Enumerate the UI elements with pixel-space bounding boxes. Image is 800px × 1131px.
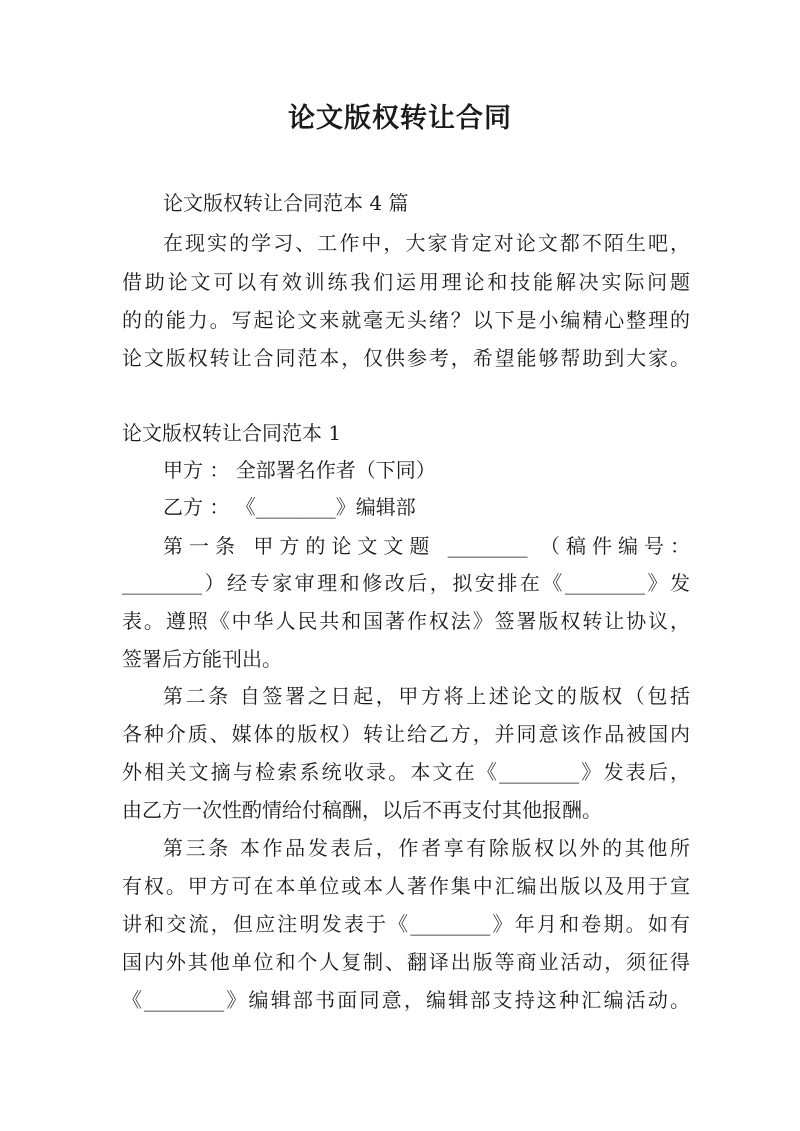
article-3-line: 有权。甲方可在本单位或本人著作集中汇编出版以及用于宣 [122,874,690,898]
article-1-line: 第一条 甲方的论文文题 ________ （稿件编号： [163,534,690,558]
article-1-line: ________）经专家审理和修改后，拟安排在《________》发 [122,571,690,595]
party-b-line: 乙方 ： 《________》编辑部 [163,495,416,519]
article-1-line: 表。遵照《中华人民共和国著作权法》签署版权转让协议， [122,609,690,633]
article-3-line: 第三条 本作品发表后，作者享有除版权以外的其他所 [163,836,690,860]
article-1-line: 签署后方能刊出。 [122,647,282,671]
article-2-line: 第二条 自签署之日起，甲方将上述论文的版权（包括 [163,684,690,708]
document-title: 论文版权转让合同 [288,103,512,134]
article-3-line: 讲和交流，但应注明发表于《________》年月和卷期。如有 [122,912,690,936]
article-3-line: 国内外其他单位和个人复制、翻译出版等商业活动，须征得 [122,950,690,974]
intro-line: 在现实的学习、工作中，大家肯定对论文都不陌生吧， [163,231,690,255]
sample-heading: 论文版权转让合同范本 1 [122,421,342,445]
intro-heading: 论文版权转让合同范本 4 篇 [163,191,409,215]
article-2-line: 各种介质、媒体的版权）转让给乙方，并同意该作品被国内 [122,722,690,746]
party-a-line: 甲方 ： 全部署名作者（下同） [163,458,436,482]
article-3-line: 《________》编辑部书面同意，编辑部支持这种汇编活动。 [122,988,690,1012]
article-2-line: 外相关文摘与检索系统收录。本文在《________》发表后， [122,760,690,784]
intro-line: 借助论文可以有效训练我们运用理论和技能解决实际问题 [122,270,690,294]
intro-line: 的的能力。写起论文来就毫无头绪？以下是小编精心整理的 [122,308,690,332]
article-2-line: 由乙方一次性酌情给付稿酬，以后不再支付其他报酬。 [122,798,602,822]
intro-line: 论文版权转让合同范本，仅供参考，希望能够帮助到大家。 [122,346,690,370]
